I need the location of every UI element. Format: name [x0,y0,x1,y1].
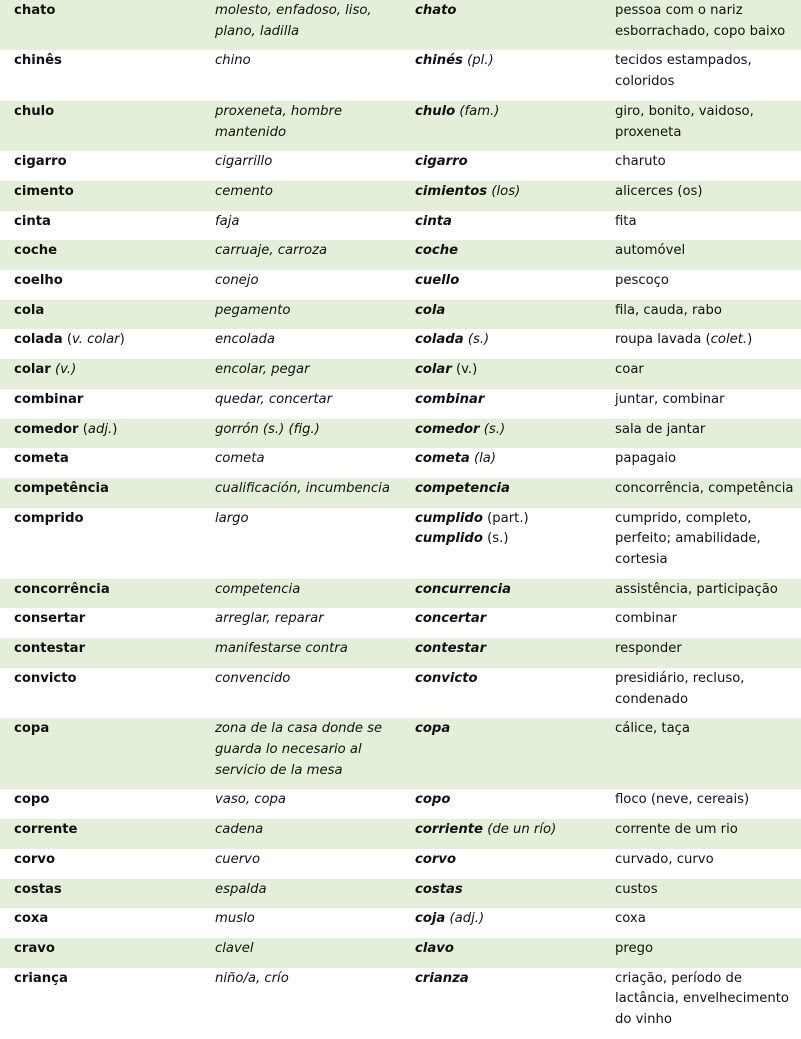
spanish-false-friend-text: crianza [415,970,469,986]
portuguese-term-text: cometa [14,451,69,467]
portuguese-term-text: criança [14,970,68,986]
portuguese-meaning-cell [601,579,801,609]
portuguese-term-text: cravo [14,940,55,956]
table-row [0,908,801,938]
portuguese-meaning-text: ) [747,332,753,348]
spanish-meaning-cell [201,849,401,879]
spanish-meaning-text: vaso, copa [215,792,286,808]
spanish-meaning-text: niño/a, crío [215,970,289,986]
spanish-meaning-text: cemento [215,183,273,199]
spanish-false-friend-cell [401,938,601,968]
portuguese-meaning-cell [601,151,801,181]
portuguese-meaning-text: prego [615,940,654,956]
table-row [0,478,801,508]
portuguese-term-text: coxa [14,911,49,927]
spanish-false-friend-text: cumplido [415,510,483,526]
portuguese-term-text: ) [119,332,125,348]
portuguese-meaning-cell [601,908,801,938]
spanish-false-friend-text: (de un río) [483,822,557,838]
portuguese-meaning-cell [601,0,801,50]
spanish-meaning-cell [201,211,401,241]
portuguese-meaning-text: pessoa com o nariz esborrachado, copo baixo [615,3,786,39]
portuguese-meaning-cell [601,968,801,1039]
table-row [0,718,801,789]
portuguese-meaning-text: combinar [615,611,678,627]
portuguese-term-cell [0,329,201,359]
spanish-meaning-cell [201,638,401,668]
spanish-meaning-cell [201,908,401,938]
spanish-meaning-text: arreglar, reparar [215,611,324,627]
spanish-false-friend-cell [401,0,601,50]
table-row [0,211,801,241]
portuguese-meaning-cell [601,101,801,151]
spanish-false-friend-text: corvo [415,851,457,867]
spanish-false-friend-text: comedor [415,421,480,437]
spanish-false-friend-cell [401,879,601,909]
portuguese-term-cell [0,270,201,300]
spanish-false-friend-text: (fam.) [455,103,500,119]
portuguese-term-cell [0,300,201,330]
spanish-false-friend-text: cometa [415,451,470,467]
portuguese-term-text: costas [14,881,62,897]
portuguese-meaning-cell [601,329,801,359]
portuguese-term-cell [0,389,201,419]
spanish-meaning-text: competencia [215,581,301,597]
spanish-false-friend-cell [401,329,601,359]
spanish-false-friend-cell [401,101,601,151]
portuguese-term-cell [0,608,201,638]
portuguese-meaning-text: assistência, participação [615,581,778,597]
portuguese-meaning-cell [601,718,801,789]
portuguese-term-cell [0,448,201,478]
portuguese-term-text: combinar [14,391,84,407]
portuguese-term-text: concorrência [14,581,110,597]
spanish-false-friend-text: copa [415,721,451,737]
spanish-meaning-cell [201,50,401,100]
portuguese-term-text: cola [14,302,45,318]
portuguese-term-cell [0,50,201,100]
spanish-false-friend-cell [401,448,601,478]
spanish-meaning-cell [201,151,401,181]
spanish-false-friend-cell [401,300,601,330]
portuguese-meaning-cell [601,270,801,300]
portuguese-term-text: cinta [14,213,51,229]
portuguese-term-cell [0,968,201,1039]
portuguese-meaning-text: giro, bonito, vaidoso, proxeneta [615,103,754,140]
table-row [0,329,801,359]
spanish-meaning-cell [201,448,401,478]
portuguese-term-cell [0,908,201,938]
portuguese-term-text: corvo [14,851,56,867]
spanish-false-friend-text: costas [415,881,463,897]
portuguese-term-cell [0,579,201,609]
portuguese-term-cell [0,508,201,579]
table-row [0,968,801,1039]
portuguese-term-text: v. colar [71,332,120,348]
spanish-false-friend-cell [401,478,601,508]
portuguese-meaning-text: custos [615,881,658,897]
spanish-false-friend-text: colada [415,332,464,348]
spanish-meaning-text: cadena [215,822,264,838]
portuguese-term-cell [0,101,201,151]
portuguese-term-text: ) [112,421,118,437]
spanish-meaning-text: conejo [215,273,259,289]
spanish-false-friend-text: (s.) [482,531,509,547]
portuguese-meaning-cell [601,419,801,449]
spanish-meaning-cell [201,718,401,789]
spanish-false-friend-cell [401,849,601,879]
spanish-false-friend-text: (pl.) [462,53,494,69]
portuguese-meaning-text: papagaio [615,451,677,467]
portuguese-meaning-cell [601,50,801,100]
portuguese-term-cell [0,211,201,241]
spanish-false-friend-text: chinés [415,53,463,69]
portuguese-meaning-text: charuto [615,154,666,170]
spanish-false-friend-text: (part.) [482,510,529,526]
portuguese-meaning-text: roupa lavada ( [615,332,711,348]
portuguese-meaning-cell [601,879,801,909]
portuguese-meaning-cell [601,668,801,718]
spanish-false-friend-text: concertar [415,611,487,627]
table-row [0,240,801,270]
table-row [0,638,801,668]
portuguese-meaning-text: fila, cauda, rabo [615,302,722,318]
table-row [0,101,801,151]
portuguese-meaning-text: corrente de um rio [615,822,738,838]
portuguese-meaning-text: presidiário, recluso, condenado [615,670,745,707]
portuguese-meaning-cell [601,608,801,638]
portuguese-term-cell [0,879,201,909]
spanish-false-friend-text: (los) [487,183,521,199]
spanish-meaning-cell [201,478,401,508]
spanish-false-friend-text: clavo [415,940,454,956]
spanish-false-friend-text: cimientos [415,183,488,199]
portuguese-meaning-text: coxa [615,911,646,927]
table-row [0,181,801,211]
spanish-meaning-text: quedar, concertar [215,391,333,407]
spanish-false-friend-cell [401,151,601,181]
spanish-meaning-cell [201,879,401,909]
spanish-false-friend-text: chulo [415,103,456,119]
spanish-false-friend-text: (s.) [479,421,506,437]
spanish-false-friend-text: coche [415,243,459,259]
spanish-meaning-text: encolar, pegar [215,362,310,378]
spanish-false-friend-cell [401,668,601,718]
portuguese-meaning-text: cumprido, completo, perfeito; amabilidade, cortesia [615,510,761,568]
spanish-meaning-cell [201,270,401,300]
spanish-meaning-text: cualificación, incumbencia [215,480,390,496]
portuguese-meaning-cell [601,181,801,211]
portuguese-meaning-text: concorrência, competência [615,480,794,496]
spanish-false-friend-cell [401,638,601,668]
spanish-meaning-cell [201,819,401,849]
portuguese-term-text: ( [78,421,88,437]
spanish-meaning-cell [201,359,401,389]
table-row [0,508,801,579]
table-row [0,151,801,181]
portuguese-term-text: cimento [14,183,74,199]
spanish-meaning-text: espalda [215,881,267,897]
spanish-false-friend-text: combinar [415,391,485,407]
portuguese-term-cell [0,849,201,879]
table-row [0,270,801,300]
spanish-false-friend-cell [401,819,601,849]
spanish-false-friend-cell [401,240,601,270]
portuguese-meaning-text: sala de jantar [615,421,706,437]
spanish-meaning-cell [201,968,401,1039]
spanish-false-friend-cell [401,50,601,100]
spanish-false-friend-text: concurrencia [415,581,512,597]
spanish-meaning-text: cometa [215,451,265,467]
spanish-meaning-cell [201,579,401,609]
portuguese-term-text: convicto [14,670,77,686]
spanish-meaning-text: gorrón (s.) (fig.) [215,421,320,437]
spanish-false-friend-text: coja [415,911,446,927]
portuguese-term-text: colar [14,362,51,378]
spanish-meaning-cell [201,240,401,270]
portuguese-term-cell [0,819,201,849]
portuguese-meaning-cell [601,359,801,389]
spanish-meaning-cell [201,419,401,449]
portuguese-meaning-cell [601,819,801,849]
spanish-false-friend-text: corriente [415,822,483,838]
portuguese-meaning-text: juntar, combinar [615,391,725,407]
portuguese-term-text: chinês [14,53,62,69]
spanish-meaning-cell [201,300,401,330]
portuguese-term-text: (v.) [50,362,77,378]
spanish-meaning-text: faja [215,213,240,229]
portuguese-meaning-text: floco (neve, cereais) [615,792,750,808]
spanish-false-friend-cell [401,419,601,449]
spanish-meaning-cell [201,668,401,718]
portuguese-meaning-cell [601,508,801,579]
spanish-meaning-cell [201,508,401,579]
spanish-meaning-cell [201,389,401,419]
portuguese-meaning-cell [601,211,801,241]
spanish-false-friend-text: (adj.) [445,911,485,927]
portuguese-meaning-cell [601,638,801,668]
portuguese-term-cell [0,240,201,270]
portuguese-term-cell [0,0,201,50]
table-row [0,608,801,638]
portuguese-term-text: consertar [14,611,86,627]
spanish-meaning-text: largo [215,510,249,526]
spanish-false-friend-text: competencia [415,480,510,496]
portuguese-term-cell [0,938,201,968]
spanish-meaning-cell [201,181,401,211]
portuguese-term-text: chulo [14,103,55,119]
spanish-meaning-text: encolada [215,332,275,348]
spanish-meaning-text: convencido [215,670,291,686]
spanish-meaning-cell [201,101,401,151]
table-row [0,579,801,609]
table-row [0,819,801,849]
spanish-meaning-text: manifestarse contra [215,641,348,657]
portuguese-meaning-cell [601,478,801,508]
portuguese-term-text: colada [14,332,63,348]
spanish-false-friend-cell [401,579,601,609]
spanish-false-friend-cell [401,270,601,300]
spanish-meaning-text: muslo [215,911,255,927]
portuguese-meaning-cell [601,849,801,879]
portuguese-term-text: coche [14,243,58,259]
portuguese-term-text: comprido [14,510,84,526]
portuguese-term-text: competência [14,480,109,496]
portuguese-term-text: corrente [14,822,78,838]
portuguese-meaning-cell [601,300,801,330]
portuguese-term-text: ( [62,332,72,348]
portuguese-term-cell [0,789,201,819]
spanish-false-friend-cell [401,718,601,789]
portuguese-term-text: contestar [14,641,86,657]
portuguese-meaning-cell [601,938,801,968]
portuguese-meaning-text: fita [615,213,637,229]
spanish-false-friend-cell [401,508,601,579]
spanish-false-friend-text: convicto [415,670,478,686]
spanish-false-friend-text: cinta [415,213,452,229]
spanish-false-friend-text: (v.) [451,362,478,378]
spanish-meaning-text: chino [215,53,251,69]
portuguese-term-text: chato [14,3,56,18]
spanish-meaning-cell [201,329,401,359]
spanish-meaning-text: carruaje, carroza [215,243,328,259]
spanish-meaning-text: cigarrillo [215,154,273,170]
portuguese-term-text: adj. [87,421,113,437]
portuguese-meaning-text: tecidos estampados, coloridos [615,53,752,90]
spanish-meaning-cell [201,938,401,968]
portuguese-meaning-text: colet. [710,332,748,348]
table-row [0,849,801,879]
spanish-false-friend-text: (la) [469,451,496,467]
portuguese-term-cell [0,668,201,718]
table-row [0,50,801,100]
spanish-false-friend-cell [401,789,601,819]
portuguese-meaning-cell [601,389,801,419]
spanish-false-friend-cell [401,908,601,938]
portuguese-term-text: comedor [14,421,79,437]
portuguese-term-cell [0,419,201,449]
portuguese-term-cell [0,478,201,508]
portuguese-meaning-text: cálice, taça [615,721,690,737]
table-row [0,419,801,449]
portuguese-meaning-cell [601,448,801,478]
portuguese-meaning-text: criação, período de lactância, envelhecimento do vinho [615,970,789,1028]
spanish-false-friend-text: cumplido [415,531,483,547]
portuguese-term-text: coelho [14,273,63,289]
spanish-false-friend-cell [401,359,601,389]
spanish-false-friend-text: contestar [415,641,487,657]
portuguese-meaning-text: alicerces (os) [615,183,703,199]
spanish-false-friend-cell [401,389,601,419]
spanish-meaning-text: molesto, enfadoso, liso, plano, ladilla [215,3,372,39]
portuguese-term-text: copo [14,792,50,808]
portuguese-term-cell [0,151,201,181]
portuguese-meaning-text: curvado, curvo [615,851,714,867]
spanish-false-friend-text: chato [415,3,457,18]
spanish-meaning-text: zona de la casa donde se guarda lo necesario al servicio de la mesa [215,721,383,778]
spanish-meaning-cell [201,789,401,819]
portuguese-meaning-cell [601,240,801,270]
spanish-false-friend-cell [401,608,601,638]
spanish-false-friend-text: copo [415,792,451,808]
table-row [0,0,801,50]
spanish-false-friend-text: cola [415,302,446,318]
spanish-false-friend-text: (s.) [463,332,490,348]
portuguese-term-text: copa [14,721,50,737]
portuguese-meaning-text: responder [615,641,682,657]
spanish-meaning-text: pegamento [215,302,291,318]
table-row [0,789,801,819]
spanish-false-friend-cell [401,968,601,1039]
portuguese-term-text: cigarro [14,154,67,170]
spanish-meaning-text: cuervo [215,851,261,867]
table-row [0,668,801,718]
spanish-false-friend-cell [401,181,601,211]
portuguese-term-cell [0,638,201,668]
spanish-meaning-text: proxeneta, hombre mantenido [215,103,343,140]
portuguese-meaning-cell [601,789,801,819]
table-row [0,938,801,968]
table-row [0,359,801,389]
table-row [0,879,801,909]
spanish-false-friend-text: cigarro [415,154,468,170]
table-row [0,300,801,330]
spanish-meaning-cell [201,608,401,638]
portuguese-meaning-text: pescoço [615,273,669,289]
table-row [0,389,801,419]
portuguese-term-cell [0,718,201,789]
portuguese-term-cell [0,181,201,211]
spanish-false-friend-text: colar [415,362,452,378]
table-row [0,448,801,478]
spanish-meaning-cell [201,0,401,50]
portuguese-term-cell [0,359,201,389]
portuguese-meaning-text: coar [615,362,644,378]
spanish-false-friend-text: cuello [415,273,460,289]
spanish-false-friend-cell [401,211,601,241]
spanish-meaning-text: clavel [215,940,254,956]
portuguese-meaning-text: automóvel [615,243,686,259]
